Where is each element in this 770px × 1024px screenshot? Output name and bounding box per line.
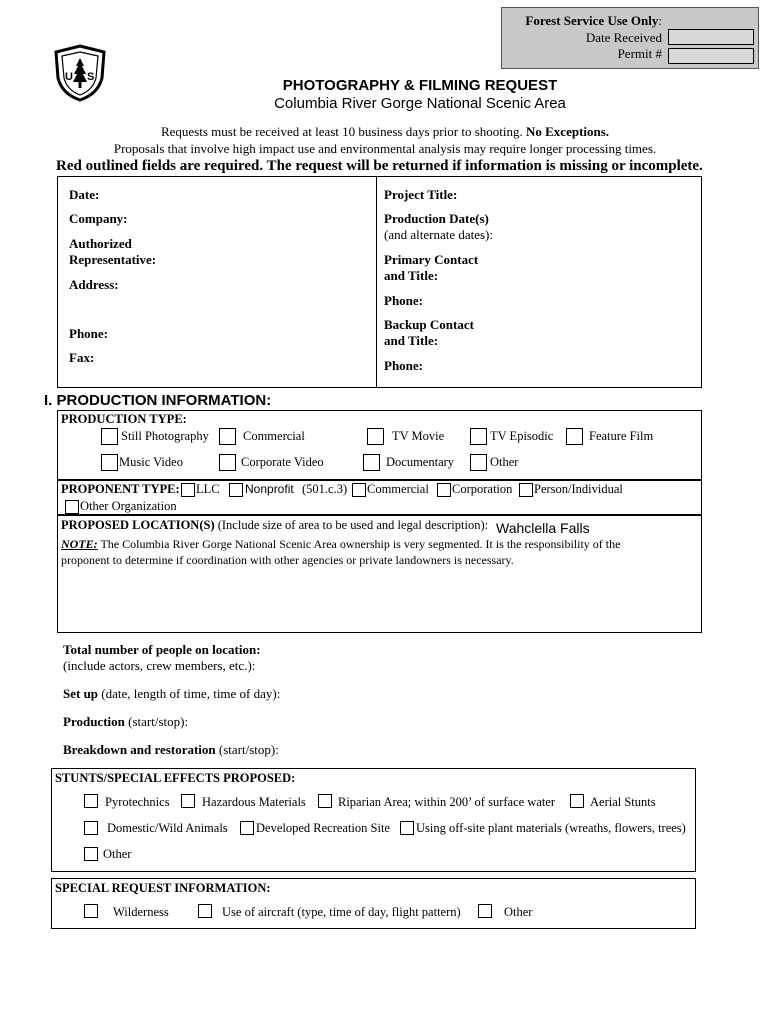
proponent-type-label: PROPONENT TYPE: <box>61 482 180 496</box>
opt-corporate-video: Corporate Video <box>241 455 324 469</box>
company-label[interactable]: Company: <box>69 211 128 226</box>
opt-developed-recreation-site: Developed Recreation Site <box>256 821 390 835</box>
opt-documentary: Documentary <box>386 455 455 469</box>
permit-field[interactable] <box>668 48 754 64</box>
production-type-box <box>57 410 702 480</box>
opt-domestic-wild-animals: Domestic/Wild Animals <box>107 821 228 835</box>
cb-commercial[interactable] <box>219 428 236 445</box>
opt-other-organization: Other Organization <box>80 499 177 513</box>
opt-still-photography: Still Photography <box>121 429 209 443</box>
cb-tv-episodic[interactable] <box>470 428 487 445</box>
address-label[interactable]: Address: <box>69 277 119 292</box>
opt-feature-film: Feature Film <box>589 429 654 443</box>
form-title: PHOTOGRAPHY & FILMING REQUEST <box>282 77 558 94</box>
cb-still-photography[interactable] <box>101 428 118 445</box>
cb-use-of-aircraft[interactable] <box>198 904 212 918</box>
opt-other-production: Other <box>490 455 519 469</box>
cb-hazardous-materials[interactable] <box>181 794 195 808</box>
opt-pyrotechnics: Pyrotechnics <box>105 795 170 809</box>
production-dates-label[interactable]: Production Date(s) <box>384 211 489 226</box>
contact-divider <box>376 177 377 387</box>
opt-wilderness: Wilderness <box>113 905 169 919</box>
proponent-type-box <box>57 480 702 515</box>
cb-feature-film[interactable] <box>566 428 583 445</box>
cb-corporation[interactable] <box>437 483 451 497</box>
primary-phone-label[interactable]: Phone: <box>384 293 423 308</box>
backup-contact-label-2[interactable]: and Title: <box>384 333 439 348</box>
opt-other-stunts: Other <box>103 847 132 861</box>
cb-developed-recreation-site[interactable] <box>240 821 254 835</box>
opt-nonprofit: Nonprofit <box>245 482 294 496</box>
cb-other-stunts[interactable] <box>84 847 98 861</box>
special-request-box <box>51 878 696 929</box>
authorized-label-1[interactable]: Authorized <box>69 236 132 251</box>
notice-line-1: Requests must be received at least 10 business days prior to shooting. No Exceptions. <box>160 124 610 139</box>
cb-other-production[interactable] <box>470 454 487 471</box>
ownership-note-line-1: NOTE: The Columbia River Gorge National Scenic Area ownership is very segmented. It is the responsibility of the <box>61 537 621 551</box>
cb-pyrotechnics[interactable] <box>84 794 98 808</box>
total-people-label[interactable]: Total number of people on location: <box>63 642 261 657</box>
opt-tv-episodic: TV Episodic <box>490 429 554 443</box>
svg-text:S: S <box>87 71 95 83</box>
production-field[interactable]: Production (start/stop): <box>63 714 189 729</box>
primary-contact-label-1[interactable]: Primary Contact <box>384 252 479 267</box>
cb-other-organization[interactable] <box>65 500 79 514</box>
stunts-label: STUNTS/SPECIAL EFFECTS PROPOSED: <box>55 771 296 785</box>
date-received-label: Date Received <box>585 30 662 45</box>
opt-corporation: Corporation <box>452 482 513 496</box>
fax-label[interactable]: Fax: <box>69 350 95 365</box>
cb-nonprofit[interactable] <box>229 483 243 497</box>
alternate-dates-label: (and alternate dates): <box>384 227 493 242</box>
proposed-location-value[interactable]: Wahclella Falls <box>496 520 590 536</box>
cb-tv-movie[interactable] <box>367 428 384 445</box>
opt-commercial-proponent: Commercial <box>367 482 429 496</box>
fs-use-title: Forest Service Use Only: <box>525 13 662 28</box>
authorized-label-2[interactable]: Representative: <box>69 252 157 267</box>
project-title-label[interactable]: Project Title: <box>384 187 458 202</box>
opt-riparian-area: Riparian Area; within 200’ of surface water <box>338 795 556 809</box>
date-label[interactable]: Date: <box>69 187 100 202</box>
required-fields-notice: Red outlined fields are required. The request will be returned if information is missing or incomplete. <box>56 158 703 174</box>
forest-service-use-box <box>501 7 759 69</box>
svg-text:U: U <box>65 71 73 83</box>
phone-label[interactable]: Phone: <box>69 326 108 341</box>
opt-music-video: Music Video <box>119 455 183 469</box>
cb-commercial-proponent[interactable] <box>352 483 366 497</box>
section-1-heading: I. PRODUCTION INFORMATION: <box>44 392 272 409</box>
total-people-hint: (include actors, crew members, etc.): <box>63 658 256 673</box>
opt-use-of-aircraft: Use of aircraft (type, time of day, flight pattern) <box>222 905 461 919</box>
opt-person-individual: Person/Individual <box>534 482 623 496</box>
backup-phone-label[interactable]: Phone: <box>384 358 423 373</box>
cb-domestic-wild-animals[interactable] <box>84 821 98 835</box>
cb-documentary[interactable] <box>363 454 380 471</box>
cb-person-individual[interactable] <box>519 483 533 497</box>
proposed-location-label: PROPOSED LOCATION(S) (Include size of area to be used and legal description): <box>61 518 489 532</box>
permit-label: Permit # <box>617 46 662 61</box>
special-request-label: SPECIAL REQUEST INFORMATION: <box>55 881 271 895</box>
form-subtitle: Columbia River Gorge National Scenic Area <box>274 95 566 112</box>
backup-contact-label-1[interactable]: Backup Contact <box>384 317 474 332</box>
cb-corporate-video[interactable] <box>219 454 236 471</box>
date-received-field[interactable] <box>668 29 754 45</box>
setup-field[interactable]: Set up (date, length of time, time of day): <box>63 686 281 701</box>
cb-aerial-stunts[interactable] <box>570 794 584 808</box>
primary-contact-label-2[interactable]: and Title: <box>384 268 439 283</box>
cb-other-special[interactable] <box>478 904 492 918</box>
cb-riparian-area[interactable] <box>318 794 332 808</box>
cb-offsite-plant-materials[interactable] <box>400 821 414 835</box>
cb-music-video[interactable] <box>101 454 118 471</box>
opt-offsite-plant-materials: Using off-site plant materials (wreaths, flowers, trees) <box>416 821 686 835</box>
breakdown-field[interactable]: Breakdown and restoration (start/stop): <box>63 742 279 757</box>
cb-wilderness[interactable] <box>84 904 98 918</box>
proposed-location-box[interactable] <box>57 515 702 633</box>
production-type-label: PRODUCTION TYPE: <box>61 412 187 426</box>
notice-line-2: Proposals that involve high impact use and environmental analysis may require longer processing times. <box>113 141 657 156</box>
opt-llc: LLC <box>196 482 220 496</box>
opt-hazardous-materials: Hazardous Materials <box>202 795 306 809</box>
stunts-box <box>51 768 696 872</box>
contact-info-box <box>57 176 702 388</box>
opt-other-special: Other <box>504 905 533 919</box>
cb-llc[interactable] <box>181 483 195 497</box>
opt-commercial: Commercial <box>243 429 305 443</box>
ownership-note-line-2: proponent to determine if coordination with other agencies or private landowners is necessary. <box>61 553 514 567</box>
opt-aerial-stunts: Aerial Stunts <box>590 795 656 809</box>
opt-501c3: (501.c.3) <box>302 482 348 496</box>
opt-tv-movie: TV Movie <box>392 429 445 443</box>
